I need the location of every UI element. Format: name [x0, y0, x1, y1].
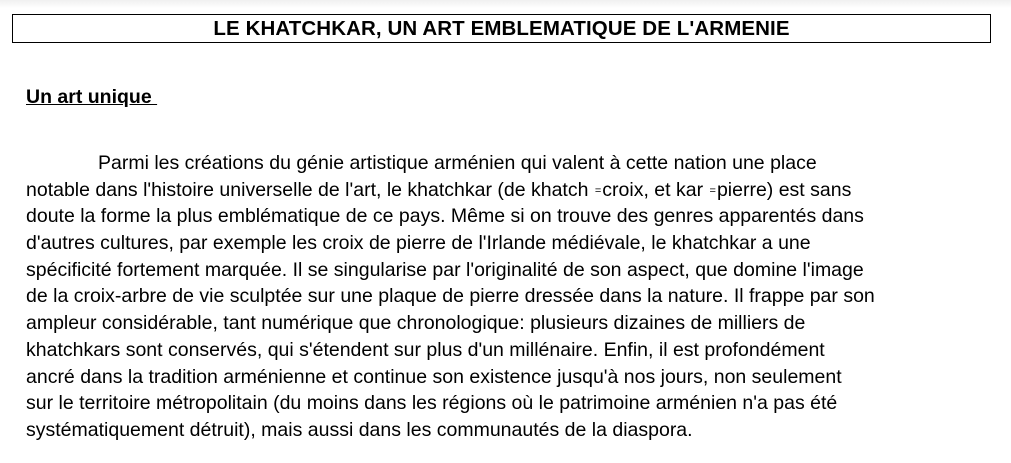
equals-sign: = [709, 184, 716, 197]
paragraph-line: de la croix-arbre de vie sculptée sur une plaque de pierre dressée dans la nature. Il frappe par son [26, 285, 875, 308]
title-box [12, 14, 991, 43]
line-segment: pierre) est sans [716, 178, 852, 201]
line-segment: croix, et kar [602, 178, 704, 201]
line-segment: notable dans l'histoire universelle de l'art, le khatchkar (de khatch [26, 178, 589, 201]
paragraph-line: ampleur considérable, tant numérique que chronologique: plusieurs dizaines de milliers de [26, 312, 806, 335]
paragraph-line: spécificité fortement marquée. Il se singularise par l'originalité de son aspect, que domine l'image [26, 258, 864, 281]
page-title: LE KHATCHKAR, UN ART EMBLEMATIQUE DE L'ARMENIE [213, 16, 790, 40]
paragraph-line: systématiquement détruit), mais aussi dans les communautés de la diaspora. [26, 418, 693, 441]
paragraph-line [26, 177, 996, 204]
equals-sign: = [594, 184, 602, 197]
paragraph-line: Parmi les créations du génie artistique arménien qui valent à cette nation une place [98, 152, 817, 174]
paragraph-line: sur le territoire métropolitain (du moins dans les régions où le patrimoine arménien n'a pas été [26, 392, 838, 415]
body-paragraph [26, 150, 996, 444]
paragraph-line: doute la forme la plus emblématique de ce pays. Même si on trouve des genres apparentés dans [26, 205, 864, 228]
paragraph-line: khatchkars sont conservés, qui s'étendent sur plus d'un millénaire. Enfin, il est profondément [26, 338, 825, 361]
page-top-edge [0, 0, 1011, 8]
paragraph-line: ancré dans la tradition arménienne et continue son existence jusqu'à nos jours, non seulement [26, 365, 842, 388]
paragraph-line: d'autres cultures, par exemple les croix de pierre de l'Irlande médiévale, le khatchkar a une [26, 232, 811, 255]
section-heading: Un art unique [26, 86, 158, 108]
